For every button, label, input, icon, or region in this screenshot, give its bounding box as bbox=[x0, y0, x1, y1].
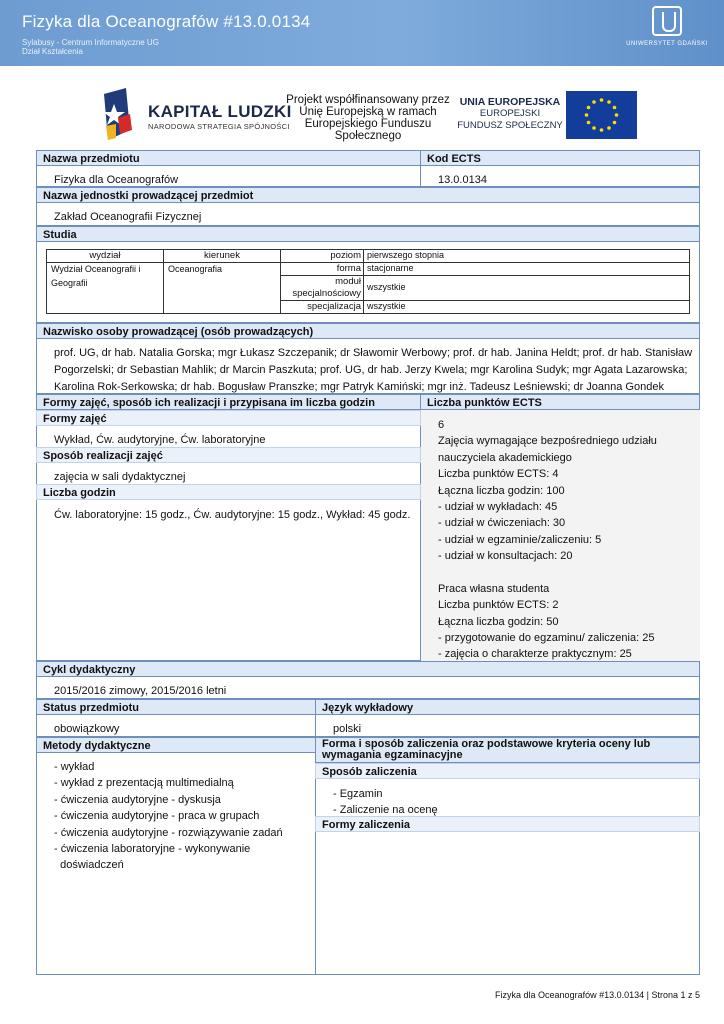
divider bbox=[420, 166, 421, 187]
divider bbox=[315, 715, 316, 737]
formy-header: Formy zajęć bbox=[36, 410, 421, 426]
header-sub2: Dział Kształcenia bbox=[22, 47, 83, 56]
poziom-value: pierwszego stopnia bbox=[367, 250, 445, 260]
unit-header: Nazwa jednostki prowadzącej przedmiot bbox=[36, 187, 700, 203]
spec-value: wszystkie bbox=[367, 301, 406, 311]
sposob-realizacji-header: Sposób realizacji zajęć bbox=[36, 447, 421, 463]
modul-value: wszystkie bbox=[367, 282, 406, 292]
poziom-label: poziom bbox=[330, 250, 361, 261]
ects-points-line: 6 bbox=[438, 419, 445, 431]
sposob-zaliczenia-list bbox=[333, 786, 633, 818]
course-name-header: Nazwa przedmiotu bbox=[36, 150, 421, 166]
ects-points-line: Liczba punktów ECTS: 4 bbox=[438, 468, 559, 481]
ects-points-line: Liczba punktów ECTS: 2 bbox=[438, 599, 559, 612]
forma-value: stacjonarne bbox=[367, 263, 414, 273]
eu-line2: EUROPEJSKI bbox=[479, 108, 541, 119]
modul-label-1: moduł bbox=[335, 276, 361, 287]
ug-name: UNIWERSYTET GDAŃSKI bbox=[626, 41, 708, 47]
header-title: Fizyka dla Oceanografów #13.0.0134 bbox=[22, 12, 311, 31]
ects-points-header: Liczba punktów ECTS bbox=[420, 394, 700, 410]
teachers-line3: Karolina Rok-Serkowska; dr hab. Bogusław Pranszke; mgr Patryk Kamiński; mgr inż. Tadeusz Leśniewski; dr Joanna Gondek bbox=[54, 381, 664, 393]
methods-header: Metody dydaktyczne bbox=[36, 737, 316, 753]
status-header: Status przedmiotu bbox=[36, 699, 316, 715]
ects-code-header: Kod ECTS bbox=[420, 150, 700, 166]
wydzial-line1: Wydział Oceanografii i bbox=[51, 264, 141, 274]
eu-flag-icon bbox=[566, 91, 637, 139]
ects-points-line: Zajęcia wymagające bezpośredniego udziału bbox=[438, 435, 657, 448]
modul-label-2: specjalnościowy bbox=[292, 288, 361, 299]
header-sub1: Sylabusy - Centrum Informatyczne UG bbox=[22, 38, 159, 47]
sposob-realizacji-value: zajęcia w sali dydaktycznej bbox=[54, 471, 186, 483]
ects-code-value: 13.0.0134 bbox=[438, 174, 487, 186]
ects-points-line: nauczyciela akademickiego bbox=[438, 451, 572, 464]
studies-table bbox=[46, 249, 690, 314]
ects-points-line: - przygotowanie do egzaminu/ zaliczenia: 25 bbox=[438, 632, 655, 645]
teachers-line2: Pogorzelski; dr Sebastian Mahlik; dr Marcin Paszkuta; prof. UG, dr hab. Jerzy Kwela; mgr Karolina Sudyk; mgr Agata Lazarowska; bbox=[54, 364, 688, 376]
ects-points-line: - zajęcia o charakterze praktycznym: 25 bbox=[438, 648, 632, 661]
status-value: obowiązkowy bbox=[54, 723, 120, 735]
cycle-value: 2015/2016 zimowy, 2015/2016 letni bbox=[54, 685, 227, 697]
ects-points-line: Łączna liczba godzin: 100 bbox=[438, 484, 565, 497]
studies-header: Studia bbox=[36, 226, 700, 242]
forma-label: forma bbox=[336, 263, 361, 274]
ects-points-line: Łączna liczba godzin: 50 bbox=[438, 615, 559, 628]
col-kierunek: kierunek bbox=[204, 250, 240, 261]
sposob-zaliczenia-header: Sposób zaliczenia bbox=[315, 763, 700, 779]
ects-points-list bbox=[438, 417, 696, 663]
project-cofinancing-text: Projekt współfinansowany przez Unię Europejską w ramach Europejskiego Funduszu Społecznego bbox=[286, 94, 450, 142]
formy-value: Wykład, Ćw. audytoryjne, Ćw. laboratoryjne bbox=[54, 434, 266, 446]
eu-text bbox=[455, 96, 565, 132]
forms-header: Formy zajęć, sposób ich realizacji i przypisana im liczba godzin bbox=[36, 394, 421, 410]
liczba-godzin-value: Ćw. laboratoryjne: 15 godz., Ćw. audytoryjne: 15 godz., Wykład: 45 godz. bbox=[54, 509, 411, 521]
eu-title: UNIA EUROPEJSKA bbox=[459, 96, 561, 108]
teachers-line1: prof. UG, dr hab. Natalia Gorska; mgr Łukasz Szczepanik; dr Sławomir Werbowy; prof. dr hab. Janina Heldt; prof. dr hab. Stanisław bbox=[54, 347, 693, 359]
kierunek-value: Oceanografia bbox=[168, 264, 223, 274]
course-name-value: Fizyka dla Oceanografów bbox=[54, 174, 179, 186]
col-wydzial: wydział bbox=[89, 250, 121, 261]
ects-points-line: Praca własna studenta bbox=[438, 582, 550, 595]
eu-line3: FUNDUSZ SPOŁECZNY bbox=[457, 120, 563, 131]
method-item: - ćwiczenia audytoryjne - praca w grupach bbox=[54, 810, 260, 823]
assessment-header-line2: wymagania egzaminacyjne bbox=[322, 749, 463, 761]
methods-list bbox=[54, 759, 310, 874]
header-subtitle bbox=[22, 38, 159, 56]
language-header: Język wykładowy bbox=[315, 699, 700, 715]
method-item: - ćwiczenia laboratoryjne - wykonywanie bbox=[54, 842, 251, 855]
ects-points-line: - udział w wykładach: 45 bbox=[438, 500, 558, 513]
ug-logo bbox=[622, 6, 712, 56]
ects-points-line: - udział w konsultacjach: 20 bbox=[438, 550, 573, 563]
kapital-ludzki-title: KAPITAŁ LUDZKI bbox=[148, 102, 292, 121]
assessment-header bbox=[315, 737, 700, 763]
wydzial-line2: Geografii bbox=[51, 278, 88, 288]
liczba-godzin-header: Liczba godzin bbox=[36, 484, 421, 500]
method-item: - ćwiczenia audytoryjne - dyskusja bbox=[54, 793, 221, 806]
ects-points-line bbox=[438, 565, 696, 581]
assessment-header-line1: Forma i sposób zaliczenia oraz podstawowe kryteria oceny lub bbox=[322, 738, 651, 750]
cycle-header: Cykl dydaktyczny bbox=[36, 661, 700, 677]
page-footer: Fizyka dla Oceanografów #13.0.0134 | Strona 1 z 5 bbox=[495, 990, 700, 1000]
funding-logos bbox=[0, 82, 724, 146]
sposob-zaliczenia-item: - Zaliczenie na ocenę bbox=[333, 804, 438, 816]
divider bbox=[363, 250, 364, 313]
kapital-ludzki-subtitle: NARODOWA STRATEGIA SPÓJNOŚCI bbox=[148, 122, 290, 131]
spec-label: specjalizacja bbox=[307, 301, 361, 312]
method-item: doświadczeń bbox=[54, 859, 124, 872]
method-item: - ćwiczenia audytoryjne - rozwiązywanie zadań bbox=[54, 826, 283, 839]
unit-value: Zakład Oceanografii Fizycznej bbox=[54, 211, 202, 223]
method-item: - wykład bbox=[54, 761, 95, 773]
kapital-ludzki-star-icon bbox=[100, 86, 134, 142]
ects-points-line: - udział w ćwiczeniach: 30 bbox=[438, 517, 566, 530]
language-value: polski bbox=[333, 723, 362, 735]
formy-zaliczenia-header: Formy zaliczenia bbox=[315, 816, 700, 832]
teachers-header: Nazwisko osoby prowadzącej (osób prowadzących) bbox=[36, 323, 700, 339]
ects-points-line: - udział w egzaminie/zaliczeniu: 5 bbox=[438, 533, 602, 546]
ug-emblem-icon bbox=[652, 6, 682, 36]
method-item: - wykład z prezentacją multimedialną bbox=[54, 777, 234, 790]
page-header bbox=[0, 0, 724, 66]
sposob-zaliczenia-item: - Egzamin bbox=[333, 788, 383, 800]
